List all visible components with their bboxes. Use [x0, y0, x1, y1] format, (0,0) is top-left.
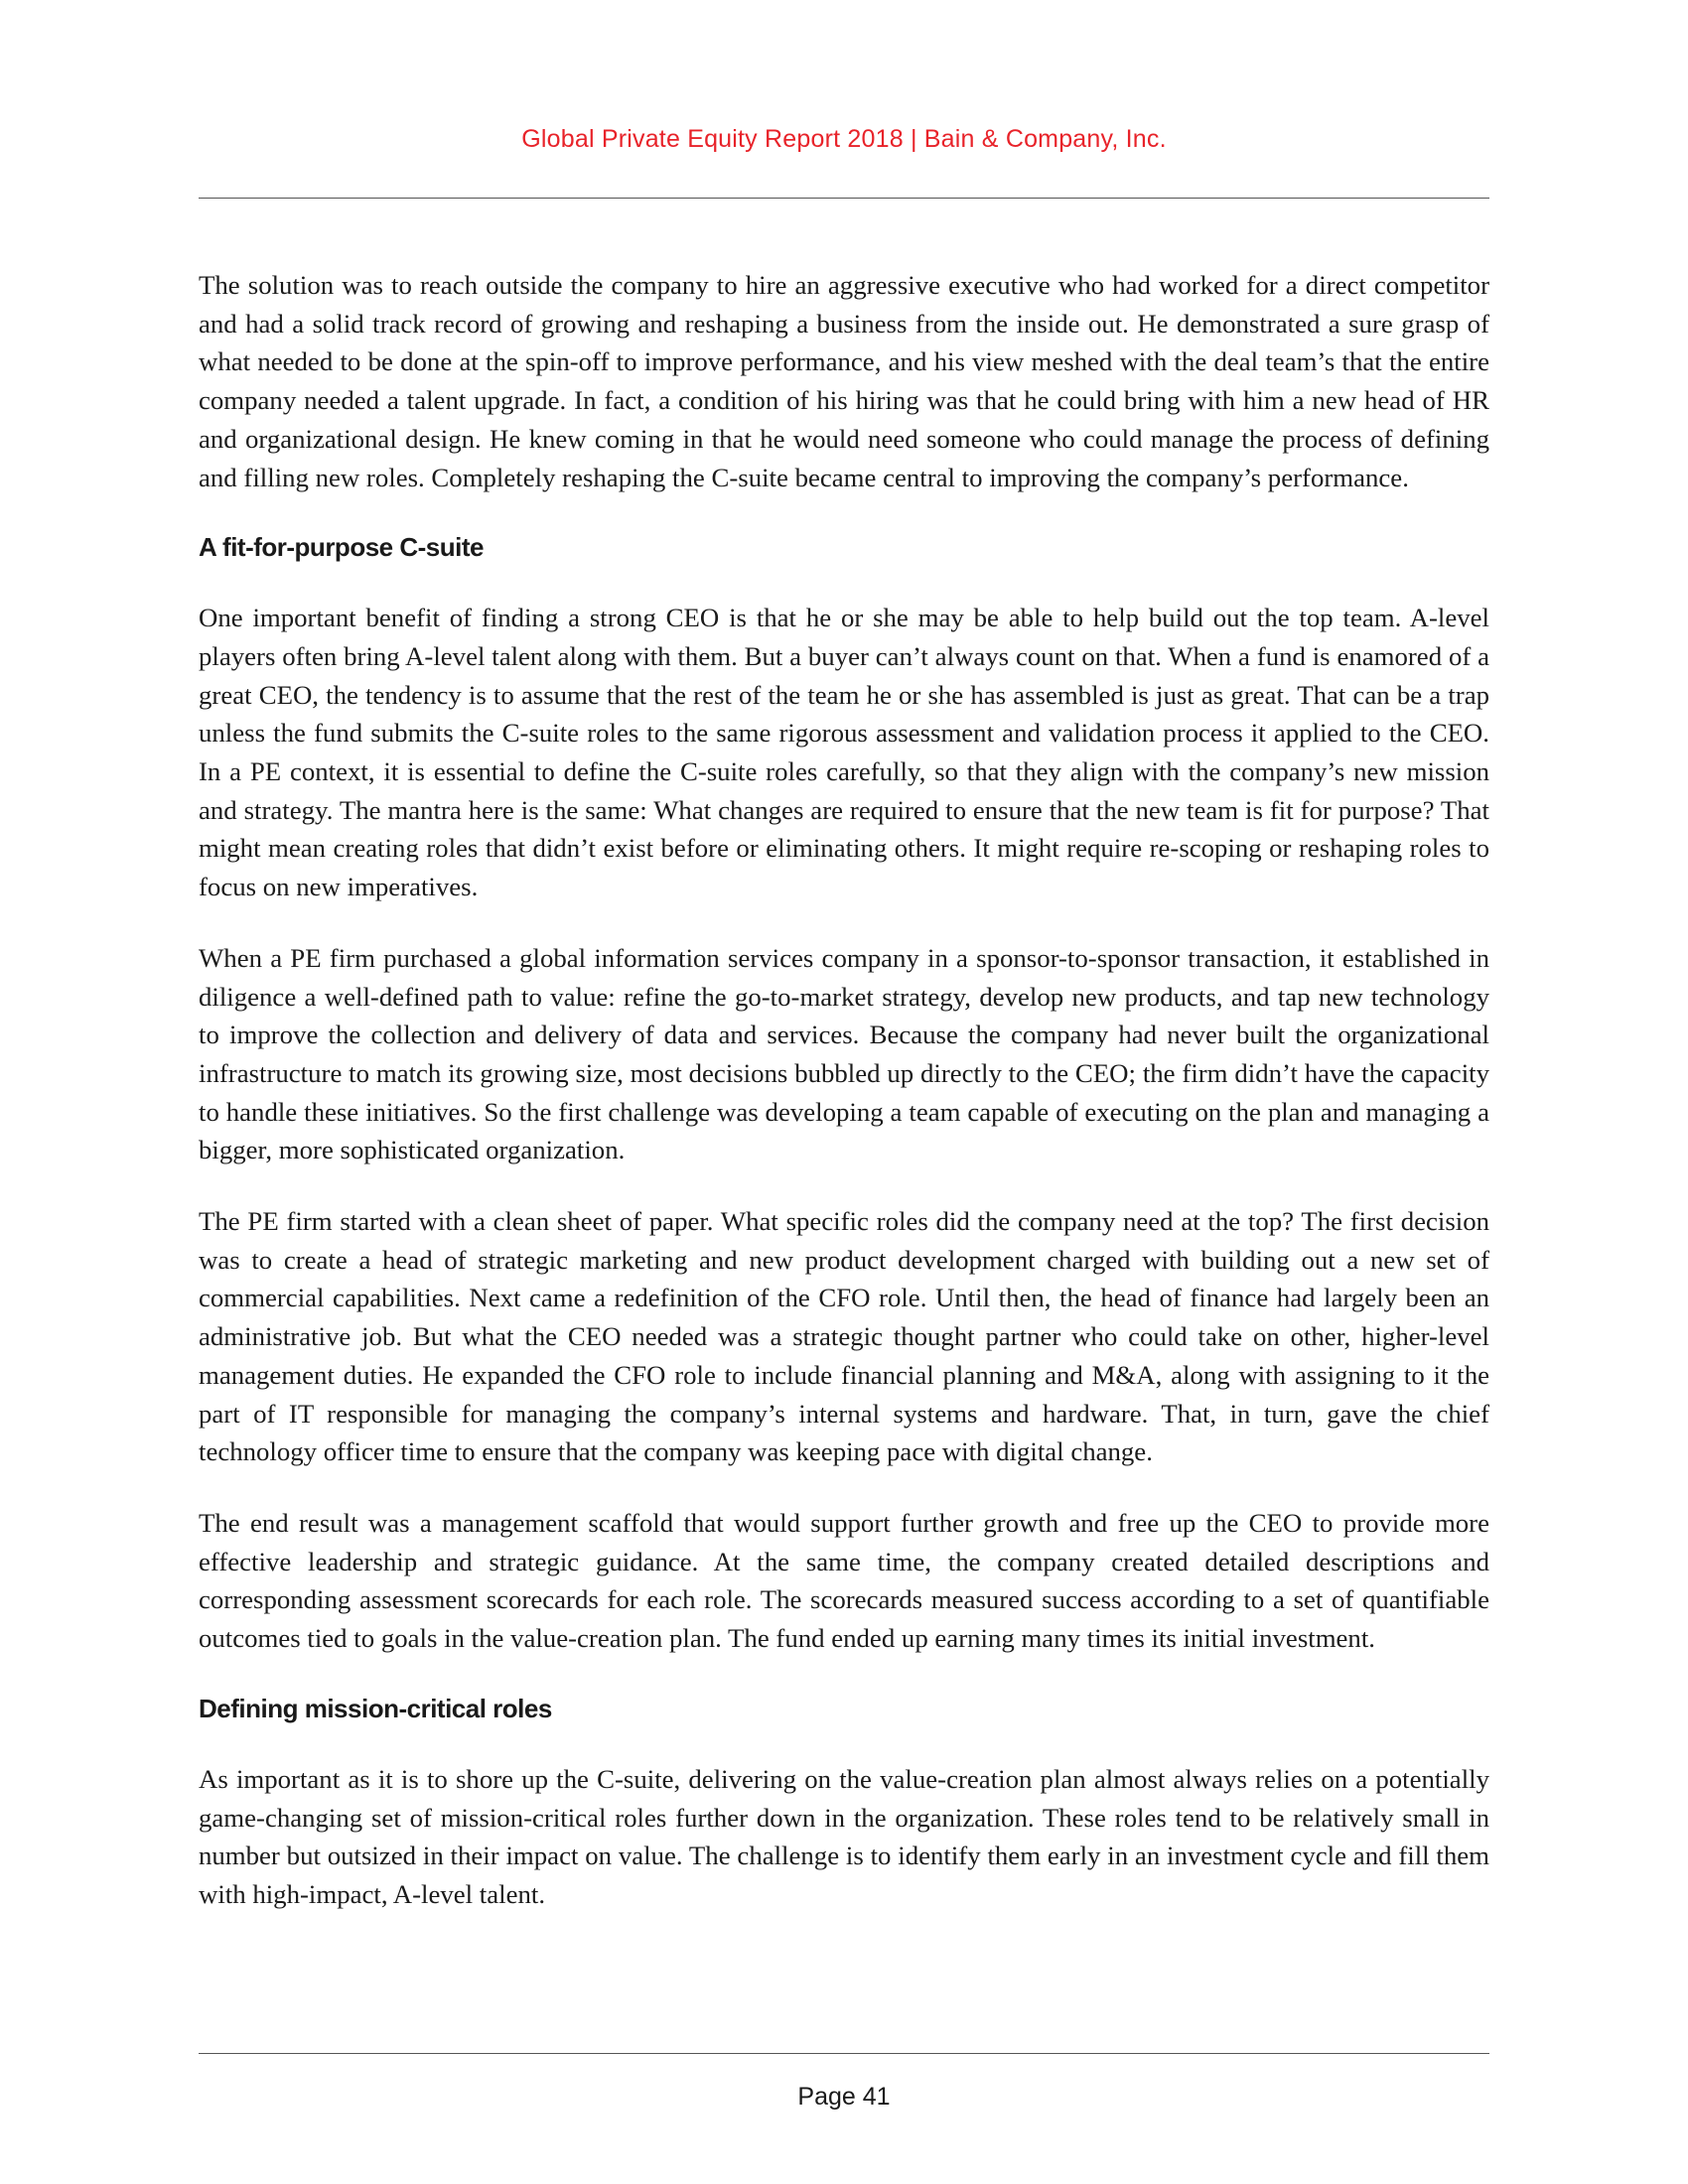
section-heading-mission-critical: Defining mission-critical roles — [199, 1693, 552, 1723]
section-heading-c-suite: A fit-for-purpose C-suite — [199, 532, 484, 563]
body-content — [199, 266, 1489, 1947]
page-number: Page 41 — [797, 2083, 891, 2111]
running-header: Global Private Equity Report 2018 | Bain & Company, Inc. — [521, 125, 1167, 153]
paragraph-ceo-benefit: One important benefit of finding a strong CEO is that he or she may be able to help build out the top team. A-level players often bring A-level talent along with them. But a buyer can’t always count on that. When a fund is enamored of a great CEO, the tendency is to assume that the rest of the team he or she has assembled is just as great. That can be a trap unless the fund submits the C-suite roles to the same rigorous assessment and validation process it applied to the CEO. In a PE context, it is essential to define the C-suite roles carefully, so that they align with the company’s new mission and strategy. The mantra here is the same: What changes are required to ensure that the new team is fit for purpose? That might mean creating roles that didn’t exist before or eliminating others. It might require re-scoping or reshaping roles to focus on new imperatives. — [199, 603, 1489, 902]
footer-divider — [199, 2053, 1489, 2054]
paragraph-solution: The solution was to reach outside the company to hire an aggressive executive who had worked for a direct competitor and had a solid track record of growing and reshaping a business from the inside out. He demonstrated a sure grasp of what needed to be done at the spin-off to improve performance, and his view meshed with the deal team’s that the entire company needed a talent upgrade. In fact, a condition of his hiring was that he could bring with him a new head of HR and organizational design. He knew coming in that he would need someone who could manage the process of defining and filling new roles. Completely reshaping the C-suite became central to improving the company’s performance. — [199, 270, 1489, 492]
header-divider — [199, 198, 1489, 199]
paragraph-end-result: The end result was a management scaffold that would support further growth and free up the CEO to provide more effective leadership and strategic guidance. At the same time, the company created detailed descriptions and corresponding assessment scorecards for each role. The scorecards measured success according to a set of quantifiable outcomes tied to goals in the value-creation plan. The fund ended up earning many times its initial investment. — [199, 1507, 1489, 1654]
paragraph-information-services: When a PE firm purchased a global information services company in a sponsor-to-sponsor transaction, it established in diligence a well-defined path to value: refine the go-to-market strategy, develop new products, and tap new technology to improve the collection and delivery of data and services. Because the company had never built the organizational infrastructure to match its growing size, most decisions bubbled up directly to the CEO; the firm didn’t have the capacity to handle these initiatives. So the first challenge was developing a team capable of executing on the plan and managing a bigger, more sophisticated organization. — [199, 942, 1489, 1165]
paragraph-mission-critical: As important as it is to shore up the C-suite, delivering on the value-creation plan almost always relies on a potentially game-changing set of mission-critical roles further down in the organization. These roles tend to be relatively small in number but outsized in their impact on value. The challenge is to identify them early in an investment cycle and fill them with high-impact, A-level talent. — [199, 1763, 1489, 1909]
paragraph-clean-sheet: The PE firm started with a clean sheet of paper. What specific roles did the company need at the top? The first decision was to create a head of strategic marketing and new product development charged with building out a new set of commercial capabilities. Next came a redefinition of the CFO role. Until then, the head of finance had largely been an administrative job. But what the CEO needed was a strategic thought partner who could take on other, higher-level management duties. He expanded the CFO role to include financial planning and M&A, along with assigning to it the part of IT responsible for managing the company’s internal systems and hardware. That, in turn, gave the chief technology officer time to ensure that the company was keeping pace with digital change. — [199, 1206, 1489, 1467]
